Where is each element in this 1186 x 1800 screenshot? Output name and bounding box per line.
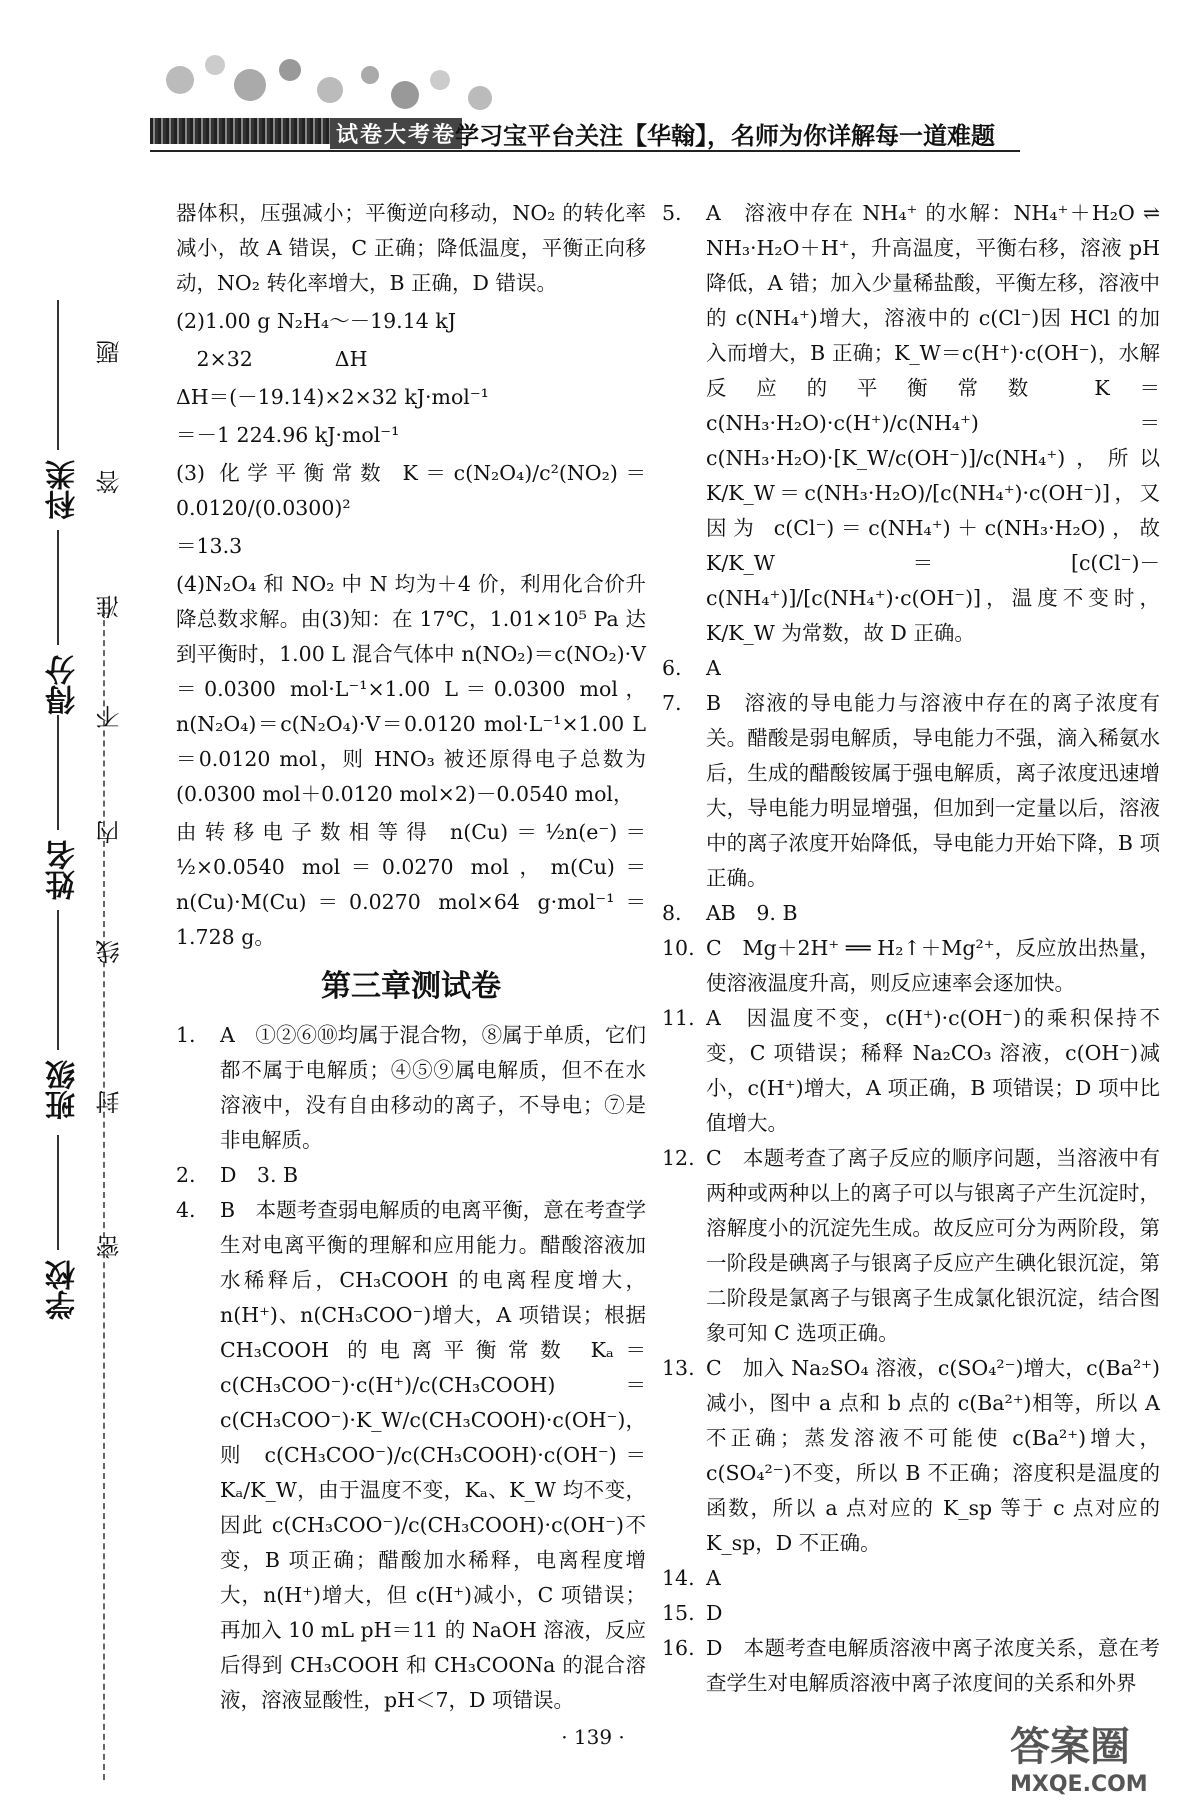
banner-title: 试卷大考卷: [330, 118, 462, 149]
answer-paragraph: 2×32 ΔH: [176, 347, 368, 371]
blank-line: [57, 1135, 59, 1250]
page-header: [0, 0, 1186, 160]
watermark-logo: [1010, 1715, 1180, 1795]
item-text: C 本题考查了离子反应的顺序问题，当溶液中有两种或两种以上的离子可以与银离子产生沉淀时，溶解度小的沉淀先生成。故反应可分为两阶段，第一阶段是碘离子与银离子反应产生碘化银沉淀，第二阶段是氯离子与银离子生成氯化银沉淀，结合图象可知 C 选项正确。: [706, 1146, 1160, 1345]
blank-line: [57, 715, 59, 830]
binding-margin: [0, 300, 140, 1480]
item-number: 6.: [662, 656, 682, 680]
answer-item: [176, 1193, 646, 1718]
item-number: 14.: [662, 1566, 695, 1590]
answer-paragraph: (2)1.00 g N₂H₄～－19.14 kJ: [176, 309, 456, 333]
item-text: D: [706, 1601, 723, 1625]
item-text: B 本题考查弱电解质的电离平衡，意在考查学生对电离平衡的理解和应用能力。醋酸溶液加水稀释后，CH₃COOH 的电离程度增大，n(H⁺)、n(CH₃COO⁻)增大，A 项错误；根据 CH₃COOH 的电离平衡常数 Kₐ＝c(CH₃COO⁻)·c(H⁺)/c(CH₃COOH)＝c(CH₃COO⁻)·K_W/c(CH₃COOH)·c(OH⁻)，则 c(CH₃COO⁻)/c(CH₃COOH)·c(OH⁻)＝Kₐ/K_W，由于温度不变，Kₐ、K_W 均不变，因此 c(CH₃COO⁻)/c(CH₃COOH)·c(OH⁻)不变，B 项正确；醋酸加水稀释，电离程度增大，n(H⁺)增大，但 c(H⁺)减小，C 项错误；再加入 10 mL pH＝11 的 NaOH 溶液，反应后得到 CH₃COOH 和 CH₃COONa 的混合溶液，溶液显酸性，pH＜7，D 项错误。: [220, 1198, 646, 1712]
banner-decoration-icon: [140, 40, 520, 120]
answer-item: [662, 686, 1160, 896]
label-subject: 科类: [46, 460, 81, 520]
answer-item: [662, 931, 1160, 1001]
right-column: [662, 196, 1160, 1701]
answer-item: [176, 1158, 646, 1193]
seal-char: 密: [96, 1235, 124, 1259]
header-divider: [150, 150, 1020, 152]
answer-item: [662, 196, 1160, 651]
blank-line: [57, 300, 59, 450]
answer-paragraph: ＝13.3: [176, 534, 243, 558]
seal-char: 题: [96, 340, 124, 364]
item-number: 1.: [176, 1023, 196, 1047]
answer-item: [662, 1141, 1160, 1351]
answer-paragraph: ＝－1 224.96 kJ·mol⁻¹: [176, 423, 400, 447]
item-text: D 本题考查电解质溶液中离子浓度关系，意在考查学生对电解质溶液中离子浓度间的关系和外界: [706, 1636, 1160, 1695]
label-name: 姓名: [46, 840, 81, 900]
page-number: · 139 ·: [561, 1725, 625, 1749]
seal-char: 答: [96, 470, 124, 494]
left-column: [176, 196, 646, 1718]
item-number: 15.: [662, 1601, 695, 1625]
item-number: 11.: [662, 1006, 695, 1030]
item-number: 16.: [662, 1636, 695, 1660]
label-class: 班级: [46, 1060, 81, 1120]
item-text: A: [706, 656, 721, 680]
answer-item: [662, 1561, 1160, 1596]
item-number: 8.: [662, 901, 682, 925]
item-text: AB 9. B: [706, 901, 798, 925]
label-school: 学校: [46, 1260, 81, 1320]
item-number: 13.: [662, 1356, 695, 1380]
answer-item: [662, 896, 1160, 931]
item-number: 4.: [176, 1198, 196, 1222]
item-text: A 因温度不变，c(H⁺)·c(OH⁻)的乘积保持不变，C 项错误；稀释 Na₂CO₃ 溶液，c(OH⁻)减小，c(H⁺)增大，A 项正确，B 项错误；D 项中比值增大。: [706, 1006, 1160, 1135]
answer-paragraph: (3) 化学平衡常数 K＝c(N₂O₄)/c²(NO₂)＝0.0120/(0.0300)²: [176, 461, 646, 520]
seal-char: 封: [96, 1090, 124, 1114]
seal-char: 内: [96, 820, 124, 844]
answer-item: [176, 1018, 646, 1158]
item-number: 5.: [662, 201, 682, 225]
item-text: A ①②⑥⑩均属于混合物，⑧属于单质，它们都不属于电解质；④⑤⑨属电解质，但不在水溶液中，没有自由移动的离子，不导电；⑦是非电解质。: [220, 1023, 646, 1152]
watermark-top: 答案圈: [1010, 1724, 1130, 1770]
answer-paragraph: 由转移电子数相等得 n(Cu)＝½n(e⁻)＝½×0.0540 mol＝0.0270 mol，m(Cu)＝n(Cu)·M(Cu)＝0.0270 mol×64 g·mol⁻¹＝1.728 g。: [176, 820, 646, 949]
seal-line: [103, 600, 105, 1780]
item-text: C 加入 Na₂SO₄ 溶液，c(SO₄²⁻)增大，c(Ba²⁺)减小，图中 a 点和 b 点的 c(Ba²⁺)相等，所以 A 不正确；蒸发溶液不可能使 c(Ba²⁺)增大，c(SO₄²⁻)不变，所以 B 不正确；溶度积是温度的函数，所以 a 点对应的 K_sp 等于 c 点对应的 K_sp，D 不正确。: [706, 1356, 1160, 1555]
answer-item: [662, 1351, 1160, 1561]
item-text: A 溶液中存在 NH₄⁺ 的水解：NH₄⁺＋H₂O ⇌ NH₃·H₂O＋H⁺，升高温度，平衡右移，溶液 pH 降低，A 错；加入少量稀盐酸，平衡左移，溶液中的 c(NH₄⁺)增大，溶液中的 c(Cl⁻)因 HCl 的加入而增大，B 正确；K_W＝c(H⁺)·c(OH⁻)，水解反应的平衡常数 K＝c(NH₃·H₂O)·c(H⁺)/c(NH₄⁺)＝c(NH₃·H₂O)·[K_W/c(OH⁻)]/c(NH₄⁺)，所以 K/K_W＝c(NH₃·H₂O)/[c(NH₄⁺)·c(OH⁻)]，又因为 c(Cl⁻)＝c(NH₄⁺)＋c(NH₃·H₂O)，故 K/K_W＝[c(Cl⁻)－c(NH₄⁺)]/[c(NH₄⁺)·c(OH⁻)]，温度不变时，K/K_W 为常数，故 D 正确。: [706, 201, 1160, 645]
seal-char: 不: [96, 705, 124, 729]
answer-item: [662, 651, 1160, 686]
label-score: 得分: [46, 655, 81, 715]
blank-line: [57, 910, 59, 1050]
answer-item: [662, 1631, 1160, 1701]
answer-paragraph: (4)N₂O₄ 和 NO₂ 中 N 均为＋4 价，利用化合价升降总数求解。由(3)知：在 17℃，1.01×10⁵ Pa 达到平衡时，1.00 L 混合气体中 n(NO₂)＝c(NO₂)·V＝0.0300 mol·L⁻¹×1.00 L＝0.0300 mol，n(N₂O₄)＝c(N₂O₄)·V＝0.0120 mol·L⁻¹×1.00 L＝0.0120 mol，则 HNO₃ 被还原得电子总数为(0.0300 mol＋0.0120 mol×2)－0.0540 mol，: [176, 572, 646, 806]
item-number: 12.: [662, 1146, 695, 1170]
seal-char: 准: [96, 595, 124, 619]
chapter-title: 第三章测试卷: [321, 969, 501, 1004]
watermark-bottom: MXQE.COM: [1010, 1772, 1148, 1797]
item-number: 2.: [176, 1163, 196, 1187]
item-text: A: [706, 1566, 721, 1590]
item-text: C Mg＋2H⁺ ══ H₂↑＋Mg²⁺，反应放出热量，使溶液温度升高，则反应速率会逐加快。: [706, 936, 1160, 995]
item-text: D 3. B: [220, 1163, 299, 1187]
answer-item: [662, 1001, 1160, 1141]
item-number: 10.: [662, 936, 695, 960]
answer-paragraph: 器体积，压强减小；平衡逆向移动，NO₂ 的转化率减小，故 A 错误，C 正确；降低温度，平衡正向移动，NO₂ 转化率增大，B 正确，D 错误。: [176, 201, 646, 295]
seal-char: 线: [96, 940, 124, 964]
answer-item: [662, 1596, 1160, 1631]
header-tagline: 学习宝平台关注【华翰】，名师为你详解每一道难题: [455, 122, 995, 150]
item-number: 7.: [662, 691, 682, 715]
item-text: B 溶液的导电能力与溶液中存在的离子浓度有关。醋酸是弱电解质，导电能力不强，滴入稀氨水后，生成的醋酸铵属于强电解质，离子浓度迅速增大，导电能力明显增强，但加到一定量以后，溶液中的离子浓度开始降低，导电能力开始下降，B 项正确。: [706, 691, 1160, 890]
answer-paragraph: ΔH＝(－19.14)×2×32 kJ·mol⁻¹: [176, 385, 489, 409]
blank-line: [57, 530, 59, 645]
